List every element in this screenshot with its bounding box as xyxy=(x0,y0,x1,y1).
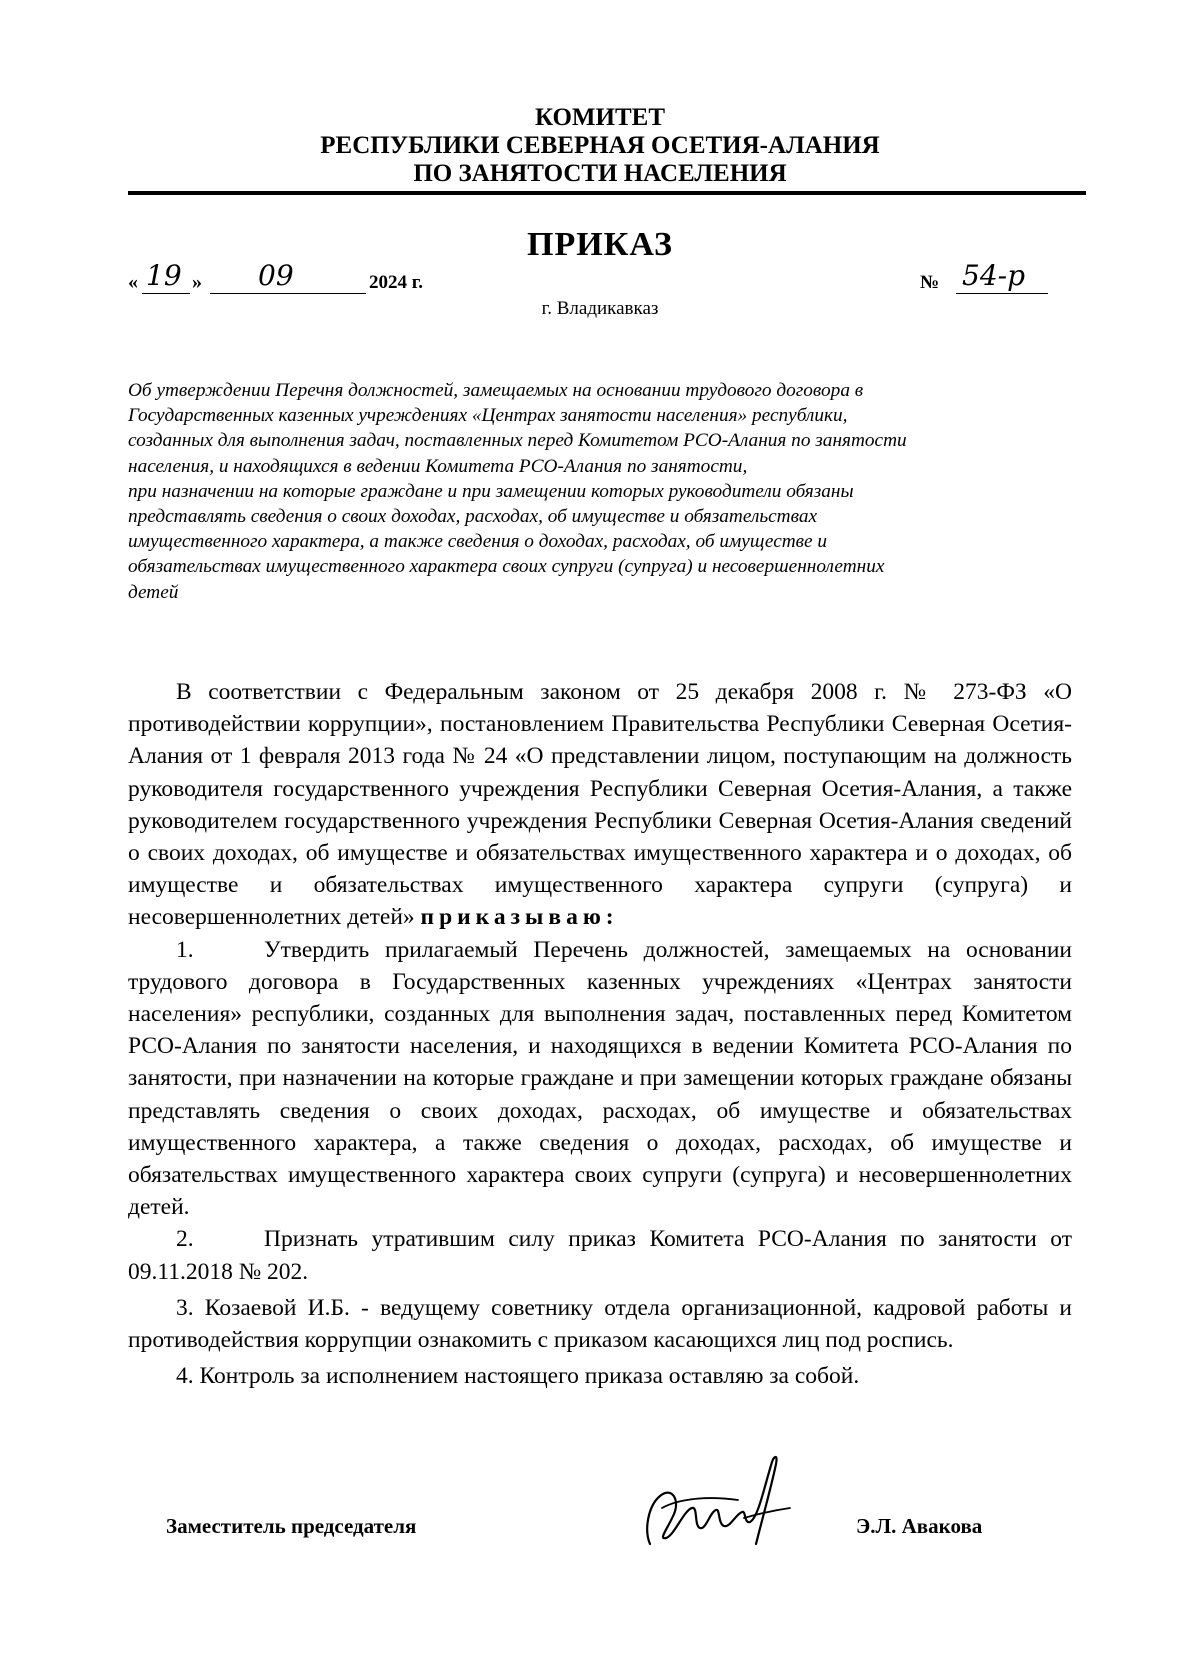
item-number: 2. xyxy=(176,1226,194,1253)
preamble-text: В соответствии с Федеральным законом от 25 декабря 2008 г. № 273-ФЗ «О противодействии коррупции», постановлением Правительства Республики Северная Осетия-Алания от 1 февраля 2013 года № 24 «О представлении лицом, поступающим на должность руководителя государственного учреждения Республики Северная Осетия-Алания, а также руководителем государственного учреждения Республики Северная Осетия-Алания сведений о своих доходах, об имуществе и обязательствах имущественного характера и о доходах, об имуществе и обязательствах имущественного характера супруги (супруга) и несовершеннолетних детей» xyxy=(128,679,1072,931)
subject-line: при назначении на которые граждане и при замещении которых руководители обязаны xyxy=(128,480,854,502)
signatory-position: Заместитель председателя xyxy=(166,1514,417,1538)
number-label: № xyxy=(920,272,940,293)
order-item-3: 3. Козаевой И.Б. - ведущему советнику отдела организационной, кадровой работы и противодействия коррупции ознакомить с приказом касающихся лиц под роспись. xyxy=(128,1294,1072,1354)
order-word: приказываю: xyxy=(420,904,619,931)
date-month-underline xyxy=(210,293,366,294)
subject-line: обязательствах имущественного характера своих супруги (супруга) и несовершеннолетних xyxy=(128,556,885,578)
date-day-underline xyxy=(142,293,190,294)
document-type-title: ПРИКАЗ xyxy=(527,226,673,263)
subject-line: Государственных казенных учреждениях «Центрах занятости населения» республики, xyxy=(128,405,848,427)
order-subject xyxy=(128,378,1088,605)
subject-line: созданных для выполнения задач, поставленных перед Комитетом РСО-Алания по занятости xyxy=(128,430,907,452)
subject-line: имущественного характера, а также сведения о доходах, расходах, об имуществе и xyxy=(128,531,828,553)
org-name-line-1: КОМИТЕТ xyxy=(534,104,666,131)
preamble-paragraph xyxy=(128,676,1072,934)
date-quote-close: » xyxy=(192,271,202,293)
item-text: Утвердить прилагаемый Перечень должностей, замещаемых на основании трудового договора в Государственных казенных учреждениях «Центрах занятости населения» республики, созданных для выполнения задач, поставленных перед Комитетом РСО-Алания по занятости населения, и находящихся в ведении Комитета РСО-Алания по занятости, при назначении на которые граждане и при замещении которых граждане обязаны представлять сведения о своих доходах, расходах, об имуществе и обязательствах имущественного характера, а также сведения о доходах, расходах, об имуществе и обязательствах имущественного характера своих супруги (супруга) и несовершеннолетних детей. xyxy=(128,936,1072,1221)
subject-line: представлять сведения о своих доходах, расходах, об имуществе и обязательствах xyxy=(128,506,818,528)
org-name-line-3: ПО ЗАНЯТОСТИ НАСЕЛЕНИЯ xyxy=(413,160,787,187)
document-city: г. Владикавказ xyxy=(541,298,659,319)
header-rule xyxy=(128,191,1086,195)
org-name-line-2: РЕСПУБЛИКИ СЕВЕРНАЯ ОСЕТИЯ-АЛАНИЯ xyxy=(320,132,880,159)
date-quote-open: « xyxy=(128,271,138,293)
number-underline xyxy=(956,293,1048,294)
date-day-handwritten: 19 xyxy=(146,259,182,292)
date-year: 2024 г. xyxy=(369,272,423,293)
document-number xyxy=(920,260,1100,300)
number-handwritten: 54-р xyxy=(962,259,1026,292)
subject-line: детей xyxy=(128,581,179,603)
subject-line: Об утверждении Перечня должностей, замещаемых на основании трудового договора в xyxy=(128,380,864,401)
order-body xyxy=(128,676,1072,1392)
date-month-handwritten: 09 xyxy=(258,259,294,292)
order-item-1 xyxy=(128,934,1072,1224)
order-item-2 xyxy=(128,1223,1072,1287)
item-text: Признать утратившим силу приказ Комитета РСО-Алания по занятости от 09.11.2018 № 202. xyxy=(128,1226,1072,1285)
order-item-4: 4. Контроль за исполнением настоящего приказа оставляю за собой. xyxy=(176,1363,860,1390)
document-date xyxy=(128,259,448,298)
handwritten-signature xyxy=(640,1448,800,1558)
signatory-name: Э.Л. Авакова xyxy=(856,1514,983,1538)
item-number: 1. xyxy=(176,936,194,963)
subject-line: населения, и находящихся в ведении Комитета РСО-Алания по занятости, xyxy=(128,455,748,477)
